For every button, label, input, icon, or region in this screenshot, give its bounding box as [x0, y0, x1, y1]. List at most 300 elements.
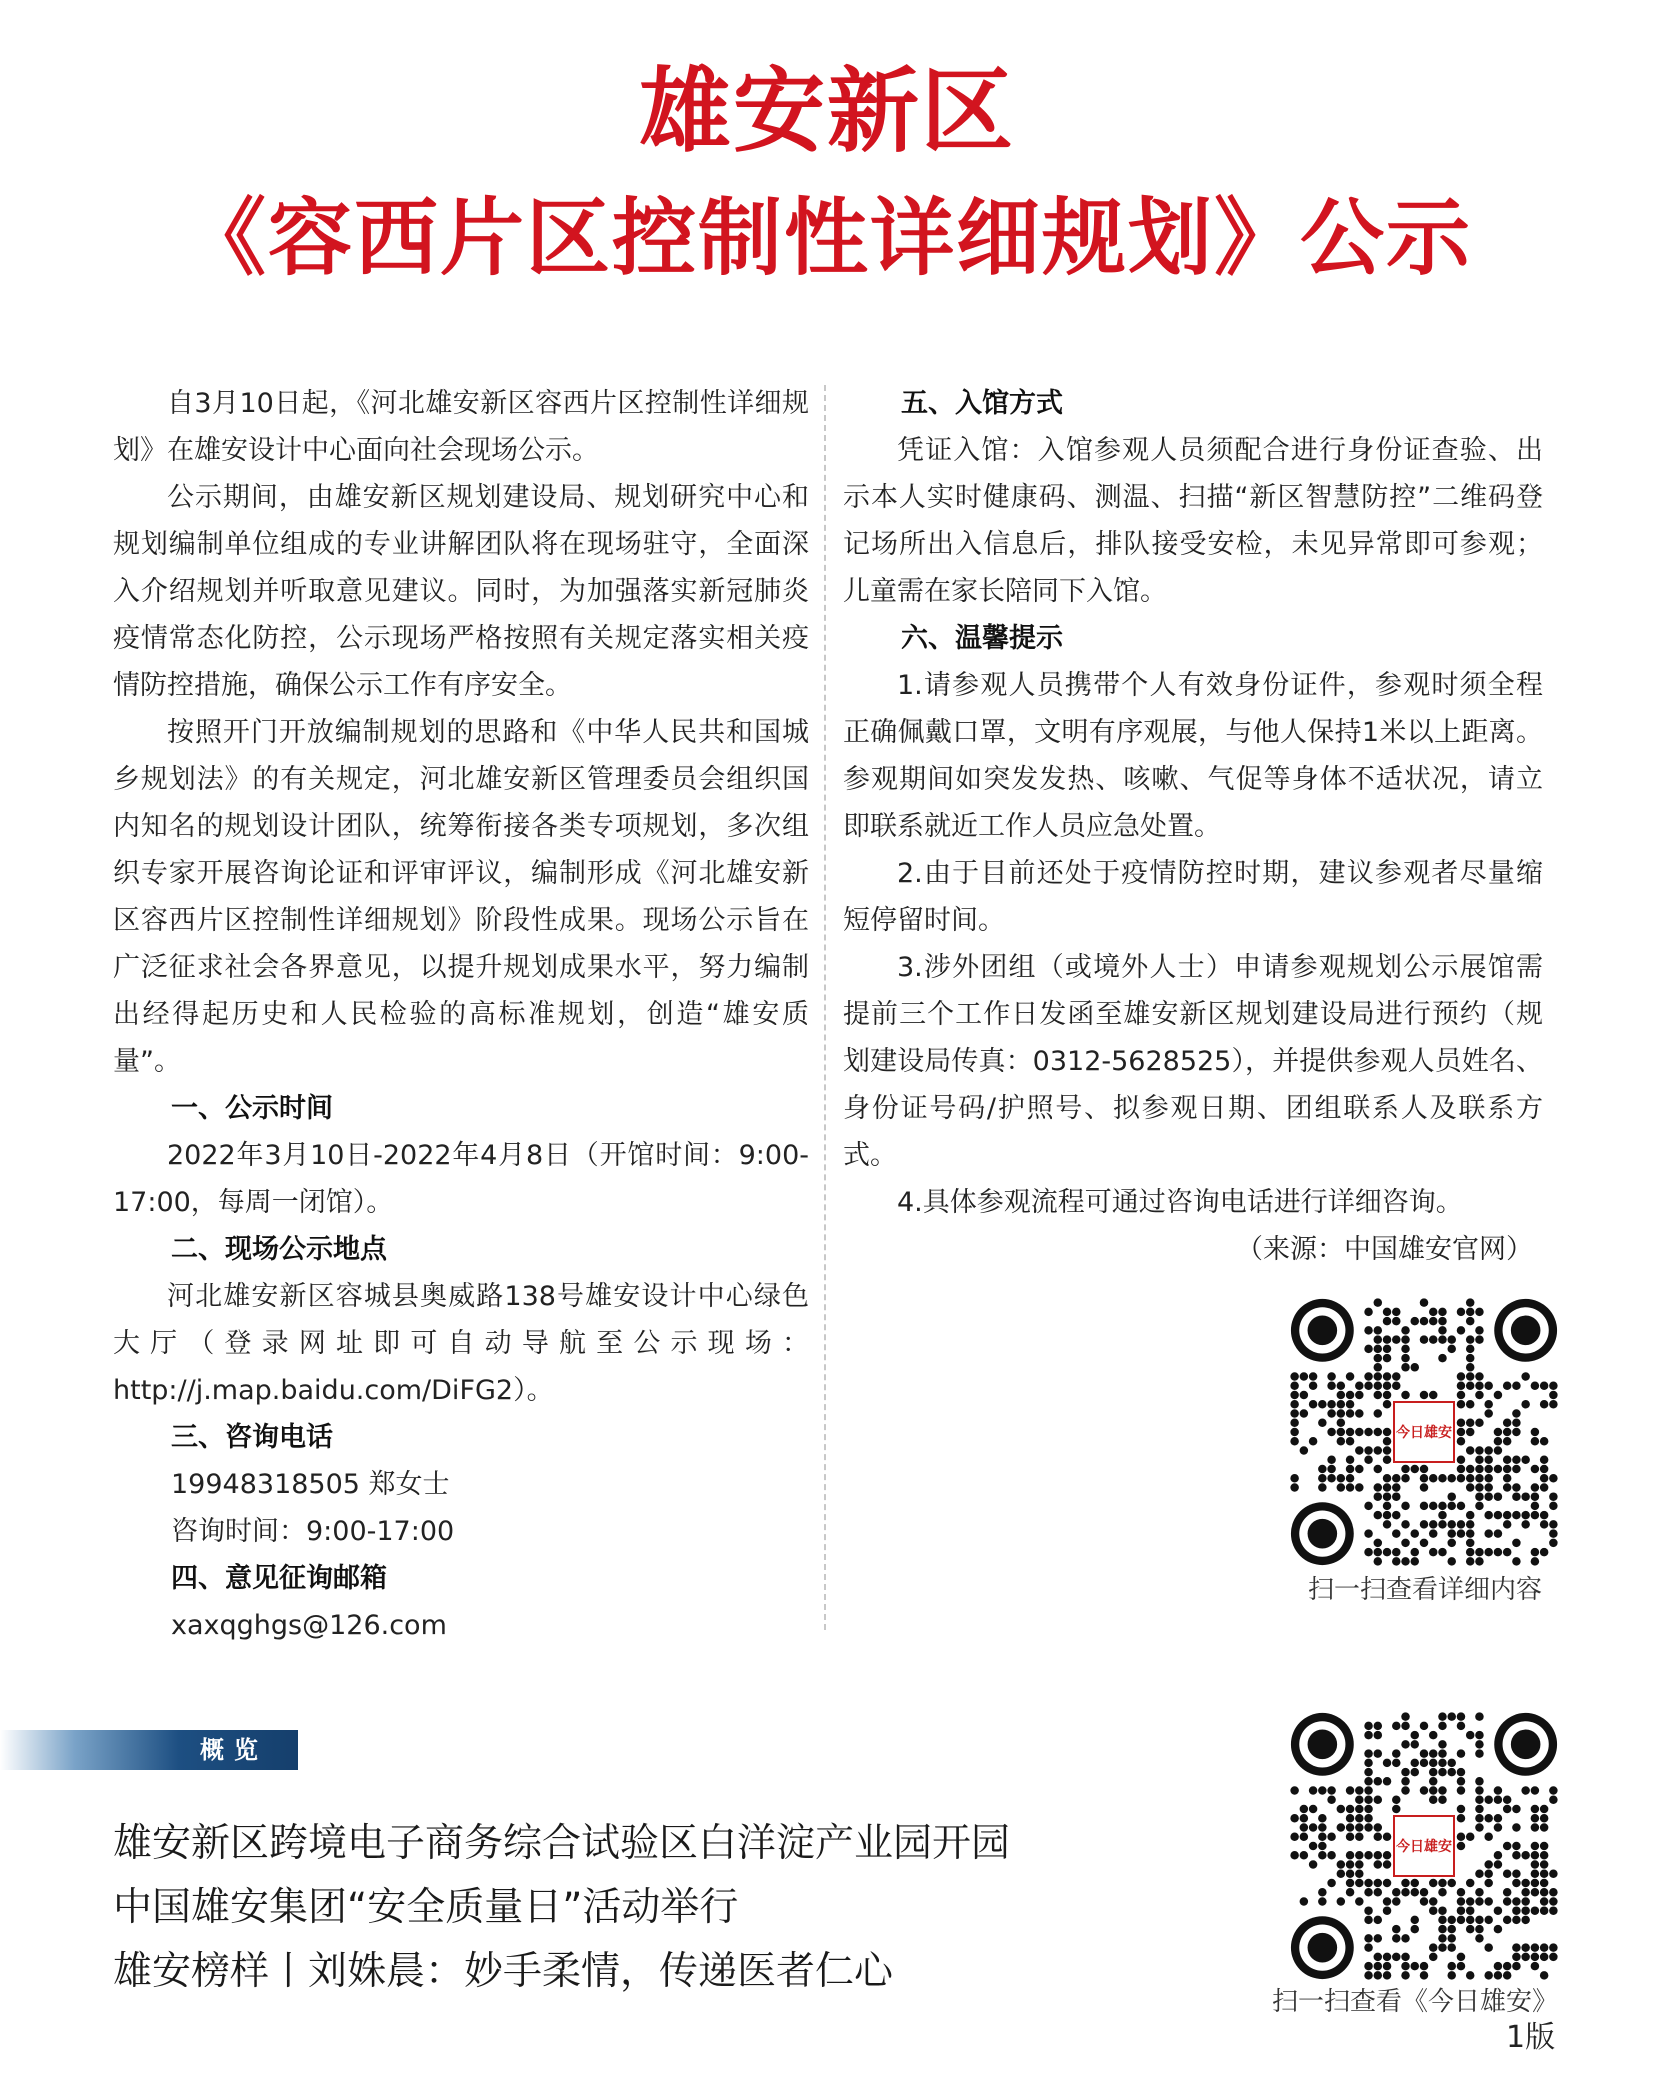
qr-module — [1484, 1943, 1493, 1952]
qr-module — [1318, 1483, 1327, 1492]
qr-module — [1327, 1409, 1336, 1418]
qr-module — [1447, 1943, 1456, 1952]
qr-module — [1290, 1419, 1299, 1428]
qr-module — [1447, 1879, 1456, 1888]
qr-module — [1466, 1906, 1475, 1915]
qr-module — [1540, 1842, 1549, 1851]
qr-module — [1531, 1428, 1540, 1437]
qr-module — [1466, 1557, 1475, 1566]
qr-module — [1494, 1446, 1503, 1455]
qr-module — [1466, 1483, 1475, 1492]
qr-code-icon — [1290, 1298, 1558, 1566]
qr-module — [1466, 1511, 1475, 1520]
qr-module — [1374, 1962, 1383, 1971]
qr-module — [1290, 1400, 1299, 1409]
qr-module — [1429, 1759, 1438, 1768]
qr-module — [1374, 1934, 1383, 1943]
qr-module — [1484, 1796, 1493, 1805]
qr-module — [1374, 1953, 1383, 1962]
section-heading-email: 四、意见征询邮箱 — [171, 1563, 387, 1594]
qr-module — [1355, 1897, 1364, 1906]
qr-module — [1411, 1740, 1420, 1749]
qr-module — [1337, 1483, 1346, 1492]
qr-module — [1503, 1483, 1512, 1492]
qr-module — [1503, 1869, 1512, 1878]
qr-module — [1438, 1796, 1447, 1805]
qr-module — [1531, 1869, 1540, 1878]
qr-module — [1401, 1786, 1410, 1795]
qr-module — [1411, 1317, 1420, 1326]
qr-module — [1411, 1557, 1420, 1566]
qr-module — [1540, 1437, 1549, 1446]
qr-module — [1401, 1971, 1410, 1980]
qr-module — [1457, 1722, 1466, 1731]
qr-module — [1475, 1483, 1484, 1492]
qr-module — [1466, 1400, 1475, 1409]
qr-module — [1457, 1953, 1466, 1962]
qr-module — [1512, 1906, 1521, 1915]
qr-module — [1438, 1759, 1447, 1768]
qr-module — [1494, 1796, 1503, 1805]
qr-module — [1392, 1382, 1401, 1391]
qr-module — [1531, 1465, 1540, 1474]
qr-module — [1300, 1833, 1309, 1842]
qr-module — [1401, 1391, 1410, 1400]
qr-module — [1457, 1768, 1466, 1777]
qr-module — [1447, 1962, 1456, 1971]
qr-module — [1364, 1851, 1373, 1860]
qr-module — [1309, 1382, 1318, 1391]
qr-module — [1383, 1345, 1392, 1354]
qr-module — [1337, 1382, 1346, 1391]
qr-module — [1429, 1317, 1438, 1326]
qr-module — [1447, 1335, 1456, 1344]
qr-module — [1364, 1308, 1373, 1317]
qr-module — [1374, 1391, 1383, 1400]
qr-module — [1300, 1897, 1309, 1906]
left-column — [113, 380, 809, 1649]
qr-module — [1512, 1879, 1521, 1888]
qr-module — [1484, 1455, 1493, 1464]
qr-module — [1401, 1953, 1410, 1962]
intro-paragraph: 自3月10日起，《河北雄安新区容西片区控制性详细规划》在雄安设计中心面向社会现场公示。 — [113, 388, 809, 466]
qr-module — [1484, 1869, 1493, 1878]
qr-module — [1318, 1400, 1327, 1409]
qr-module — [1531, 1888, 1540, 1897]
qr-module — [1318, 1823, 1327, 1832]
qr-module — [1355, 1391, 1364, 1400]
qr-module — [1447, 1934, 1456, 1943]
qr-module — [1512, 1953, 1521, 1962]
qr-module — [1521, 1906, 1530, 1915]
qr-module — [1374, 1511, 1383, 1520]
qr-module — [1540, 1953, 1549, 1962]
qr-module — [1484, 1400, 1493, 1409]
qr-module — [1383, 1492, 1392, 1501]
qr-module — [1411, 1759, 1420, 1768]
qr-module — [1521, 1455, 1530, 1464]
qr-module — [1374, 1823, 1383, 1832]
qr-module — [1531, 1483, 1540, 1492]
qr-module — [1383, 1391, 1392, 1400]
qr-module — [1540, 1805, 1549, 1814]
qr-module — [1374, 1335, 1383, 1344]
qr-module — [1337, 1805, 1346, 1814]
qr-module — [1346, 1483, 1355, 1492]
qr-module — [1512, 1483, 1521, 1492]
qr-module — [1438, 1888, 1447, 1897]
qr-module — [1466, 1520, 1475, 1529]
qr-module — [1457, 1372, 1466, 1381]
qr-module — [1549, 1391, 1558, 1400]
qr-module — [1447, 1520, 1456, 1529]
qr-module — [1457, 1888, 1466, 1897]
qr-module — [1475, 1916, 1484, 1925]
qr-module — [1447, 1474, 1456, 1483]
qr-module — [1383, 1860, 1392, 1869]
qr-module — [1466, 1345, 1475, 1354]
qr-module — [1364, 1962, 1373, 1971]
qr-module — [1309, 1842, 1318, 1851]
qr-module — [1494, 1786, 1503, 1795]
headline-line-1: 雄安新区 — [638, 58, 1015, 165]
qr-module — [1392, 1483, 1401, 1492]
qr-module — [1401, 1354, 1410, 1363]
qr-module — [1420, 1786, 1429, 1795]
qr-module — [1327, 1833, 1336, 1842]
qr-module — [1438, 1879, 1447, 1888]
qr-module — [1420, 1749, 1429, 1758]
qr-module — [1503, 1465, 1512, 1474]
qr-module — [1392, 1722, 1401, 1731]
qr-module — [1364, 1548, 1373, 1557]
qr-module — [1475, 1382, 1484, 1391]
qr-module — [1521, 1916, 1530, 1925]
tip-3: 3.涉外团组（或境外人士）申请参观规划公示展馆需提前三个工作日发函至雄安新区规划建设局进行预约（规划建设局传真：0312-5628525），并提供参观人员姓名、身份证号码/护照号、拟参观日期、团组联系人及联系方式。 — [843, 952, 1543, 1171]
qr-module — [1383, 1833, 1392, 1842]
qr-module — [1540, 1511, 1549, 1520]
qr-module — [1383, 1372, 1392, 1381]
qr-module — [1346, 1400, 1355, 1409]
qr-module — [1346, 1833, 1355, 1842]
qr-module — [1512, 1916, 1521, 1925]
qr-module — [1540, 1943, 1549, 1952]
qr-module — [1484, 1474, 1493, 1483]
overview-item-2[interactable]: 中国雄安集团“安全质量日”活动举行 — [113, 1885, 739, 1930]
qr-module — [1364, 1888, 1373, 1897]
qr-module — [1383, 1777, 1392, 1786]
qr-module — [1512, 1511, 1521, 1520]
qr-module — [1374, 1749, 1383, 1758]
qr-module — [1374, 1446, 1383, 1455]
qr-module — [1494, 1971, 1503, 1980]
qr-module — [1420, 1465, 1429, 1474]
qr-module — [1494, 1548, 1503, 1557]
qr-module — [1300, 1814, 1309, 1823]
qr-module — [1438, 1786, 1447, 1795]
qr-module — [1309, 1860, 1318, 1869]
qr-module — [1503, 1916, 1512, 1925]
qr-module — [1429, 1529, 1438, 1538]
qr-module — [1494, 1962, 1503, 1971]
qr-module — [1494, 1851, 1503, 1860]
qr-module — [1457, 1326, 1466, 1335]
qr-module — [1457, 1428, 1466, 1437]
qr-module — [1429, 1502, 1438, 1511]
qr-module — [1540, 1400, 1549, 1409]
qr-module — [1401, 1502, 1410, 1511]
qr-module — [1484, 1446, 1493, 1455]
qr-module — [1484, 1409, 1493, 1418]
qr-module — [1457, 1786, 1466, 1795]
qr-module — [1512, 1557, 1521, 1566]
qr-module — [1401, 1712, 1410, 1721]
qr-module — [1383, 1971, 1392, 1980]
qr-module — [1411, 1888, 1420, 1897]
qr-module — [1383, 1962, 1392, 1971]
qr-module — [1355, 1382, 1364, 1391]
qr-module — [1392, 1953, 1401, 1962]
tip-1: 1.请参观人员携带个人有效身份证件，参观时须全程正确佩戴口罩，文明有序观展，与他人保持1米以上距离。参观期间如突发发热、咳嗽、气促等身体不适状况，请立即联系就近工作人员应急处置。 — [843, 670, 1543, 842]
qr-module — [1337, 1474, 1346, 1483]
qr-module — [1327, 1465, 1336, 1474]
qr-module — [1401, 1777, 1410, 1786]
qr-module — [1383, 1455, 1392, 1464]
qr-module — [1355, 1869, 1364, 1878]
qr-module — [1549, 1520, 1558, 1529]
qr-module — [1447, 1925, 1456, 1934]
section-heading-phone: 三、咨询电话 — [171, 1422, 333, 1453]
qr-module — [1383, 1953, 1392, 1962]
qr-module — [1290, 1437, 1299, 1446]
qr-module — [1521, 1897, 1530, 1906]
tip-4: 4.具体参观流程可通过咨询电话进行详细咨询。 — [897, 1187, 1463, 1218]
qr-module — [1337, 1409, 1346, 1418]
qr-code-newspaper[interactable] — [1290, 1712, 1558, 1980]
qr-module — [1503, 1419, 1512, 1428]
qr-module — [1401, 1740, 1410, 1749]
qr-module — [1374, 1465, 1383, 1474]
qr-module — [1457, 1814, 1466, 1823]
qr-module — [1429, 1943, 1438, 1952]
qr-module — [1512, 1409, 1521, 1418]
qr-module — [1438, 1548, 1447, 1557]
qr-module — [1374, 1879, 1383, 1888]
qr-module — [1531, 1943, 1540, 1952]
qr-module — [1466, 1474, 1475, 1483]
qr-module — [1327, 1382, 1336, 1391]
qr-module — [1318, 1842, 1327, 1851]
qr-module — [1383, 1400, 1392, 1409]
qr-module — [1494, 1492, 1503, 1501]
qr-module — [1392, 1511, 1401, 1520]
qr-module — [1466, 1317, 1475, 1326]
qr-module — [1531, 1860, 1540, 1869]
qr-module — [1364, 1805, 1373, 1814]
qr-module — [1327, 1879, 1336, 1888]
qr-module — [1411, 1879, 1420, 1888]
qr-module — [1484, 1833, 1493, 1842]
qr-module — [1531, 1879, 1540, 1888]
qr-module — [1401, 1722, 1410, 1731]
qr-module — [1383, 1308, 1392, 1317]
qr-module — [1438, 1925, 1447, 1934]
qr-module — [1503, 1548, 1512, 1557]
qr-module — [1512, 1869, 1521, 1878]
qr-module — [1364, 1446, 1373, 1455]
qr-module — [1364, 1796, 1373, 1805]
qr-module — [1420, 1722, 1429, 1731]
qr-module — [1531, 1962, 1540, 1971]
qr-module — [1374, 1345, 1383, 1354]
qr-module — [1457, 1897, 1466, 1906]
qr-module — [1484, 1382, 1493, 1391]
qr-module — [1512, 1851, 1521, 1860]
qr-module — [1512, 1465, 1521, 1474]
qr-module — [1290, 1474, 1299, 1483]
qr-module — [1364, 1814, 1373, 1823]
qr-caption-details: 扫一扫查看详细内容 — [1307, 1575, 1542, 1605]
qr-module — [1337, 1428, 1346, 1437]
qr-module — [1466, 1529, 1475, 1538]
qr-module — [1429, 1777, 1438, 1786]
qr-module — [1475, 1492, 1484, 1501]
qr-module — [1337, 1419, 1346, 1428]
qr-module — [1355, 1814, 1364, 1823]
qr-module — [1401, 1474, 1410, 1483]
qr-module — [1475, 1869, 1484, 1878]
qr-module — [1438, 1511, 1447, 1520]
qr-module — [1438, 1722, 1447, 1731]
qr-module — [1494, 1511, 1503, 1520]
qr-module — [1392, 1934, 1401, 1943]
qr-module — [1466, 1833, 1475, 1842]
qr-module — [1475, 1731, 1484, 1740]
qr-module — [1549, 1897, 1558, 1906]
qr-module — [1318, 1833, 1327, 1842]
qr-module — [1512, 1428, 1521, 1437]
tip-2: 2.由于目前还处于疫情防控时期，建议参观者尽量缩短停留时间。 — [843, 858, 1543, 936]
qr-module — [1300, 1391, 1309, 1400]
page-number: 1版 — [1506, 2020, 1556, 2055]
qr-module — [1447, 1345, 1456, 1354]
qr-module — [1327, 1372, 1336, 1381]
qr-logo-text: 今日雄安 — [1396, 1839, 1452, 1855]
qr-module — [1540, 1382, 1549, 1391]
qr-module — [1503, 1842, 1512, 1851]
qr-module — [1521, 1492, 1530, 1501]
qr-module — [1484, 1465, 1493, 1474]
qr-module — [1364, 1823, 1373, 1832]
qr-module — [1392, 1925, 1401, 1934]
qr-module — [1466, 1971, 1475, 1980]
qr-module — [1290, 1851, 1299, 1860]
qr-module — [1447, 1529, 1456, 1538]
qr-module — [1374, 1326, 1383, 1335]
qr-code-details[interactable] — [1290, 1298, 1558, 1566]
qr-module — [1494, 1529, 1503, 1538]
qr-module — [1300, 1851, 1309, 1860]
qr-module — [1364, 1934, 1373, 1943]
section-heading-location: 二、现场公示地点 — [171, 1234, 387, 1265]
qr-module — [1494, 1925, 1503, 1934]
qr-module — [1457, 1502, 1466, 1511]
qr-module — [1484, 1483, 1493, 1492]
qr-module — [1383, 1897, 1392, 1906]
qr-module — [1327, 1851, 1336, 1860]
qr-module — [1475, 1712, 1484, 1721]
qr-module — [1549, 1906, 1558, 1915]
qr-module — [1374, 1851, 1383, 1860]
qr-module — [1318, 1474, 1327, 1483]
qr-module — [1549, 1539, 1558, 1548]
qr-module — [1540, 1971, 1549, 1980]
qr-module — [1364, 1326, 1373, 1335]
qr-module — [1549, 1796, 1558, 1805]
overview-item-3[interactable]: 雄安榜样丨刘姝晨：妙手柔情，传递医者仁心 — [113, 1949, 894, 1994]
qr-module — [1364, 1502, 1373, 1511]
qr-module — [1438, 1934, 1447, 1943]
qr-module — [1383, 1520, 1392, 1529]
qr-module — [1374, 1971, 1383, 1980]
qr-module — [1374, 1833, 1383, 1842]
qr-module — [1531, 1492, 1540, 1501]
qr-module — [1438, 1326, 1447, 1335]
qr-module — [1364, 1722, 1373, 1731]
qr-module — [1411, 1548, 1420, 1557]
qr-module — [1549, 1474, 1558, 1483]
qr-module — [1290, 1372, 1299, 1381]
qr-module — [1383, 1483, 1392, 1492]
qr-module — [1374, 1860, 1383, 1869]
qr-module — [1383, 1317, 1392, 1326]
qr-module — [1420, 1335, 1429, 1344]
qr-module — [1429, 1335, 1438, 1344]
qr-module — [1540, 1474, 1549, 1483]
qr-module — [1429, 1308, 1438, 1317]
qr-module — [1374, 1731, 1383, 1740]
qr-module — [1318, 1786, 1327, 1795]
qr-module — [1420, 1483, 1429, 1492]
overview-item-1[interactable]: 雄安新区跨境电子商务综合试验区白洋淀产业园开园 — [113, 1821, 1011, 1866]
qr-module — [1429, 1731, 1438, 1740]
qr-module — [1457, 1712, 1466, 1721]
qr-module — [1531, 1511, 1540, 1520]
qr-module — [1512, 1962, 1521, 1971]
qr-module — [1327, 1400, 1336, 1409]
qr-module — [1531, 1557, 1540, 1566]
qr-module — [1429, 1786, 1438, 1795]
qr-module — [1466, 1548, 1475, 1557]
qr-module — [1466, 1363, 1475, 1372]
qr-module — [1383, 1382, 1392, 1391]
qr-module — [1484, 1916, 1493, 1925]
qr-logo-text: 今日雄安 — [1396, 1425, 1452, 1441]
qr-module — [1318, 1897, 1327, 1906]
qr-module — [1503, 1897, 1512, 1906]
qr-module — [1457, 1529, 1466, 1538]
qr-module — [1531, 1953, 1540, 1962]
qr-module — [1466, 1335, 1475, 1344]
qr-module — [1318, 1851, 1327, 1860]
qr-module — [1457, 1382, 1466, 1391]
qr-module — [1475, 1796, 1484, 1805]
qr-module — [1420, 1317, 1429, 1326]
qr-module — [1457, 1833, 1466, 1842]
qr-module — [1531, 1823, 1540, 1832]
qr-module — [1392, 1529, 1401, 1538]
qr-module — [1466, 1298, 1475, 1307]
